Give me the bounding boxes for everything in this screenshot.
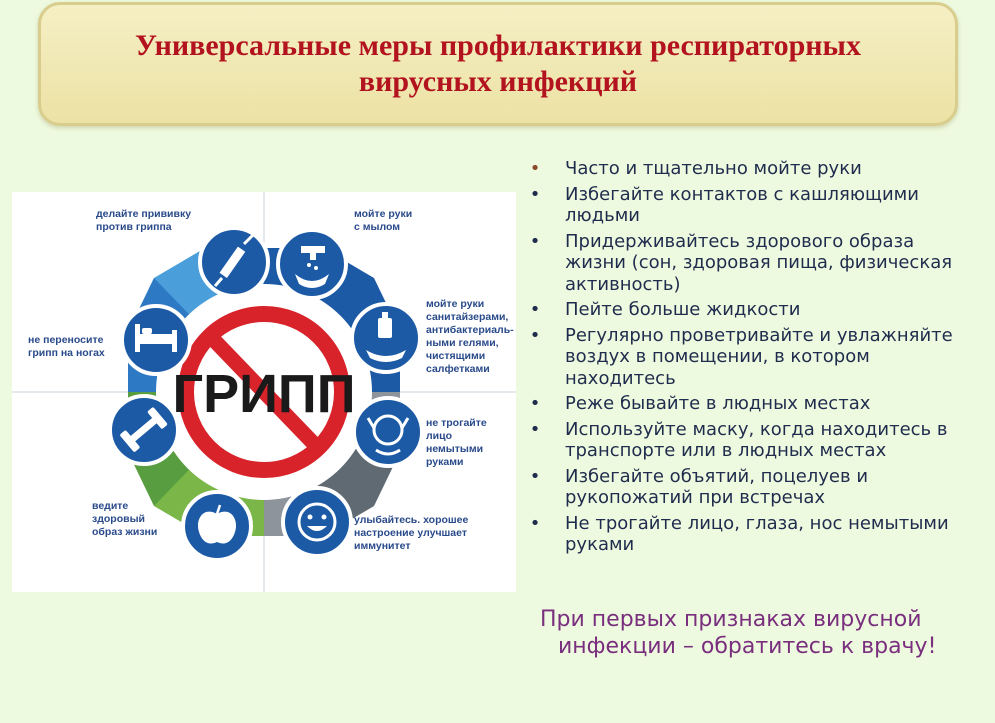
- list-item: [528, 419, 968, 462]
- list-item: [528, 231, 968, 296]
- title-line-1: Универсальные меры профилактики респираторных: [135, 29, 861, 62]
- bullet-icon: •: [529, 512, 541, 534]
- flu-prevention-infographic: [12, 192, 516, 592]
- label-healthy-life: ведите здоровый образ жизни: [92, 500, 158, 538]
- doctor-callout: [540, 606, 980, 660]
- label-stay-home: не переносите грипп на ногах: [28, 334, 105, 359]
- bullet-icon: •: [529, 183, 541, 205]
- bullet-icon: •: [529, 324, 541, 346]
- list-item: [528, 184, 968, 227]
- callout-line-2: инфекции – обратитесь к врачу!: [558, 634, 937, 659]
- tip-text: Используйте маску, когда находитесь в транспорте или в людных местах: [565, 418, 948, 461]
- tip-text: Реже бывайте в людных местах: [565, 393, 871, 414]
- syringe-icon: [200, 228, 268, 296]
- tip-text: Избегайте объятий, поцелуев и рукопожатий при встречах: [565, 465, 869, 508]
- list-item: [528, 325, 968, 390]
- label-sanitizer: мойте руки санитайзерами, антибактериаль- ными гелями, чистящими салфетками: [426, 298, 514, 375]
- tip-text: Часто и тщательно мойте руки: [565, 158, 862, 179]
- face-touch-icon: [354, 398, 422, 466]
- tip-text: Не трогайте лицо, глаза, нос немытыми руками: [565, 512, 949, 555]
- bullet-icon: •: [529, 230, 541, 252]
- list-item: [528, 513, 968, 556]
- washing-hands-icon: [278, 230, 346, 298]
- list-item: [528, 299, 968, 321]
- tip-text: Избегайте контактов с кашляющими людьми: [565, 183, 919, 226]
- bullet-icon: •: [529, 393, 541, 414]
- label-vaccinate: делайте прививку против гриппа: [96, 208, 192, 233]
- tip-text: Придерживайтесь здорового образа жизни (сон, здоровая пища, физическая активность): [565, 230, 953, 295]
- sanitizer-icon: [352, 304, 420, 372]
- bullet-icon: •: [529, 158, 541, 179]
- label-smile: улыбайтесь. хорошее настроение улучшает иммунитет: [354, 514, 469, 552]
- label-wash-hands: мойте руки с мылом: [354, 208, 413, 233]
- apple-icon: [183, 492, 251, 560]
- title-banner: [38, 2, 958, 126]
- center-label: ГРИПП: [172, 364, 356, 424]
- dumbbell-icon: [110, 396, 178, 464]
- bullet-icon: •: [529, 299, 541, 320]
- tip-text: Пейте больше жидкости: [565, 299, 801, 320]
- bullet-icon: •: [529, 465, 541, 487]
- list-item: [528, 158, 968, 180]
- label-no-touch-face: не трогайте лицо немытыми руками: [426, 417, 487, 468]
- callout-line-1: При первых признаках вирусной: [540, 607, 922, 632]
- list-item: [528, 393, 968, 415]
- smiley-icon: [283, 488, 351, 556]
- bullet-icon: •: [529, 418, 541, 440]
- tip-text: Регулярно проветривайте и увлажняйте воздух в помещении, в котором находитесь: [565, 324, 953, 389]
- title-line-2: вирусных инфекций: [358, 65, 638, 98]
- list-item: [528, 466, 968, 509]
- prevention-tips-list: [528, 158, 968, 560]
